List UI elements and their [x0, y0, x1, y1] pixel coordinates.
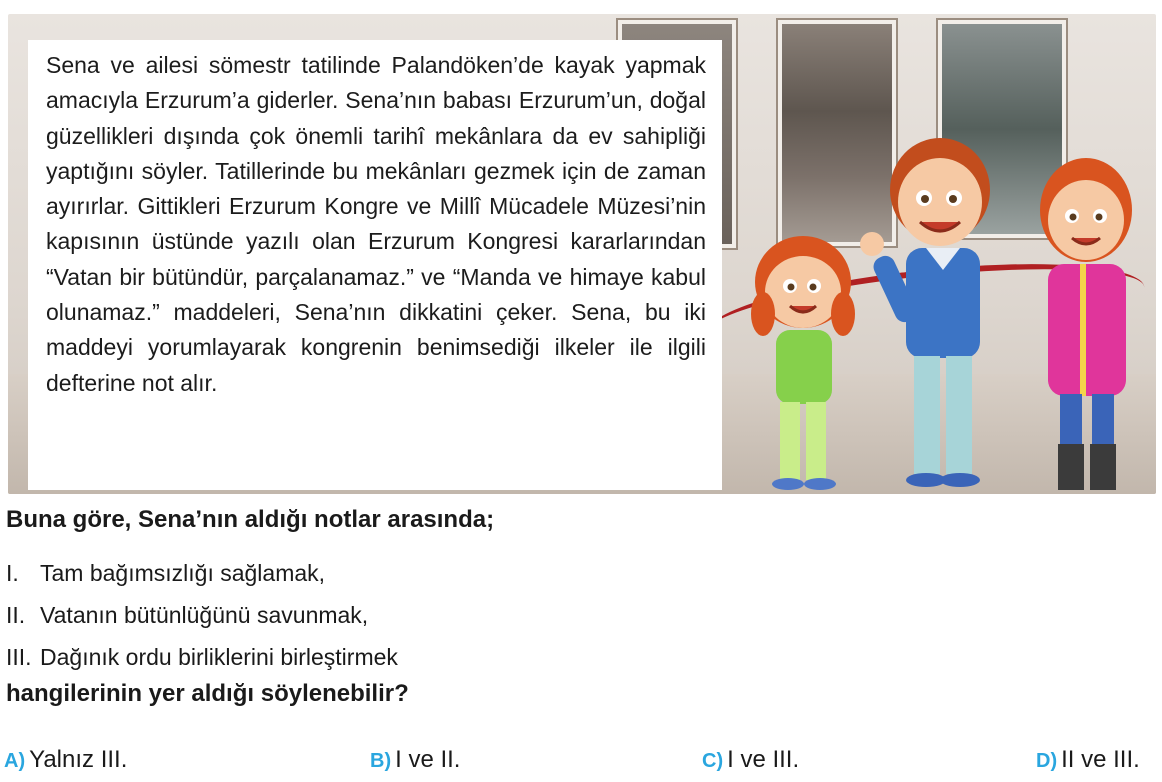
- boy-character: [860, 138, 990, 487]
- option-text: I ve III.: [727, 746, 800, 773]
- option-b[interactable]: [370, 746, 460, 774]
- option-text: I ve II.: [395, 746, 461, 773]
- statement-text: Vatanın bütünlüğünü savunmak,: [40, 602, 369, 628]
- statement-text: Tam bağımsızlığı sağlamak,: [40, 560, 326, 586]
- woman-character: [1040, 158, 1132, 490]
- option-d[interactable]: [1036, 746, 1140, 774]
- family-characters: [708, 124, 1156, 494]
- question-stem: Buna göre, Sena’nın aldığı notlar arasında;: [6, 506, 495, 533]
- option-label: A): [4, 750, 26, 772]
- girl-character: [751, 236, 855, 490]
- option-label: D): [1036, 750, 1058, 772]
- statement-number: II.: [6, 602, 26, 628]
- statement-item: [6, 552, 398, 594]
- statement-list: [6, 552, 398, 678]
- question-prompt: hangilerinin yer aldığı söylenebilir?: [6, 680, 409, 707]
- option-text: II ve III.: [1061, 746, 1140, 773]
- option-a[interactable]: [4, 746, 127, 774]
- statement-item: [6, 594, 398, 636]
- option-text: Yalnız III.: [29, 746, 128, 773]
- passage-text: Sena ve ailesi sömestr tatilinde Palandöken’de kayak yapmak amacıyla Erzurum’a giderler. Sena’nın babası Erzurum’un, doğal güzellikleri dışında çok önemli tarihî mekânlara da ev sahipliği yaptığını söyler. Tatillerinde bu mekânları gezmek için de zaman ayırırlar. Gittikleri Erzurum Kongre ve Millî Mücadele Müzesi’nin kapısının üstünde yazılı olan Erzurum Kongresi kararlarından “Vatan bir bütündür, parçalanamaz.” ve “Manda ve himaye kabul olunamaz.” maddeleri, Sena’nın dikkatini çeker. Sena, bu iki maddeyi yorumlayarak kongrenin benimsediği ilkeler ile ilgili defterine not alır.: [46, 52, 706, 396]
- option-label: B): [370, 750, 392, 772]
- statement-number: I.: [6, 560, 19, 586]
- option-label: C): [702, 750, 724, 772]
- statement-number: III.: [6, 644, 32, 670]
- statement-item: [6, 636, 398, 678]
- statement-text: Dağınık ordu birliklerini birleştirmek: [40, 644, 398, 670]
- option-c[interactable]: [702, 746, 799, 774]
- museum-illustration: [8, 14, 1156, 494]
